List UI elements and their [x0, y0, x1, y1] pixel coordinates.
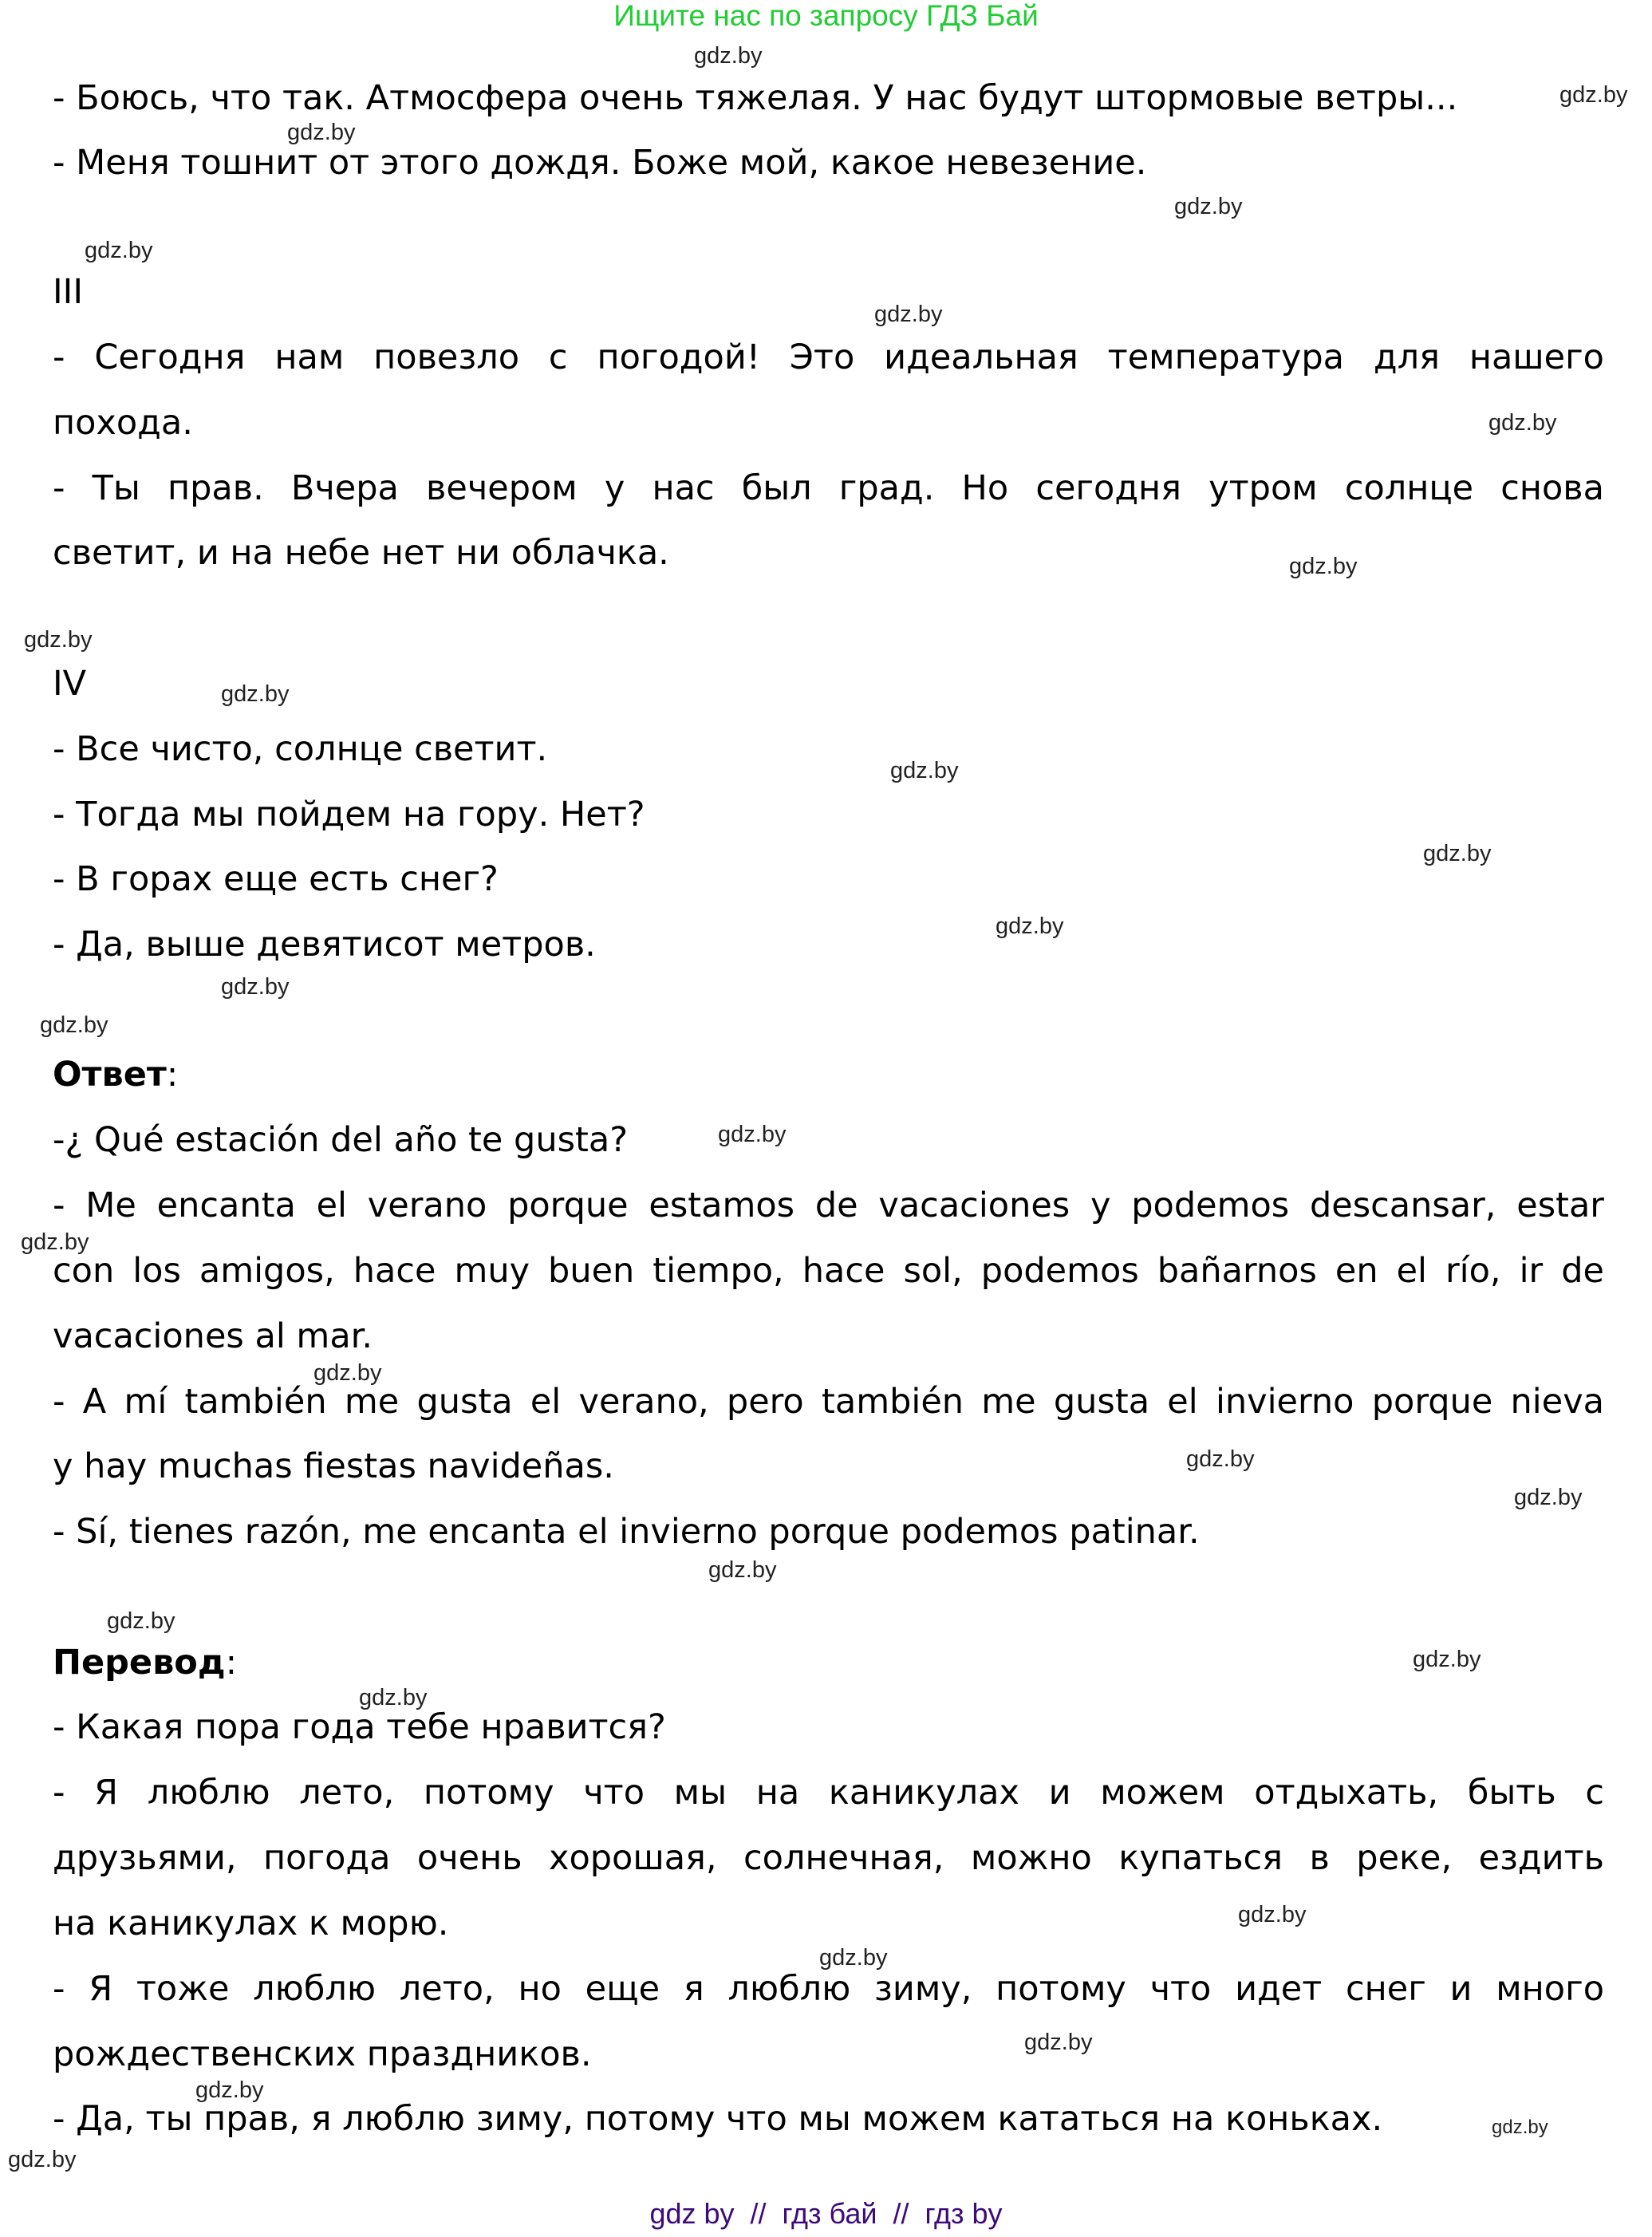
text-line: - Все чисто, солнце светит. — [53, 729, 548, 769]
watermark: gdz.by — [359, 1685, 428, 1710]
text-line: - Да, ты прав, я люблю зиму, потому что мы можем кататься на коньках. — [53, 2099, 1383, 2139]
text-line: на каникулах к морю. — [53, 1904, 449, 1943]
answer-heading-label: Ответ — [53, 1055, 167, 1095]
watermark: gdz.by — [819, 1945, 888, 1971]
watermark: gdz.by — [718, 1122, 787, 1147]
section-numeral: IV — [53, 664, 87, 704]
text-line: светит, и на небе нет ни облачка. — [53, 533, 669, 573]
text-line: - Sí, tienes razón, me encanta el invierno porque podemos patinar. — [53, 1512, 1200, 1552]
text-line: - Me encanta el verano porque estamos de vacaciones y podemos descansar, estar — [53, 1186, 1604, 1225]
watermark: gdz.by — [1174, 194, 1243, 219]
watermark: gdz.by — [1488, 410, 1557, 436]
watermark: gdz.by — [694, 43, 763, 69]
footer-links[interactable]: gdz by // гдз бай // гдз by — [649, 2197, 1003, 2230]
translation-heading-label: Перевод — [53, 1643, 226, 1683]
text-line: -¿ Qué estación del año te gusta? — [53, 1120, 629, 1160]
watermark: gdz.by — [1423, 841, 1492, 866]
watermark: gdz.by — [287, 120, 356, 145]
text-line: - В горах еще есть снег? — [53, 859, 499, 899]
text-line: vacaciones al mar. — [53, 1316, 373, 1356]
watermark: gdz.by — [221, 681, 290, 707]
watermark: gdz.by — [890, 758, 959, 783]
watermark: gdz.by — [1559, 82, 1628, 108]
section-numeral: III — [53, 272, 84, 312]
watermark: gdz.by — [1238, 1902, 1307, 1927]
text-line: - Ты прав. Вчера вечером у нас был град. Но сегодня утром солнце снова — [53, 468, 1604, 508]
watermark: gdz.by — [1514, 1485, 1583, 1510]
watermark: gdz.by — [85, 238, 153, 263]
text-line: - Боюсь, что так. Атмосфера очень тяжелая. У нас будут штормовые ветры... — [53, 78, 1458, 118]
answer-heading — [53, 1051, 1604, 1099]
watermark: gdz.by — [221, 974, 290, 1000]
watermark: gdz.by — [1024, 2030, 1093, 2055]
text-line: друзьями, погода очень хорошая, солнечная, можно купаться в реке, ездить — [53, 1838, 1604, 1878]
watermark: gdz.by — [1289, 554, 1358, 579]
heading-colon: : — [166, 1055, 179, 1095]
watermark: gdz.by — [24, 627, 93, 653]
text-line: - Меня тошнит от этого дождя. Боже мой, какое невезение. — [53, 143, 1147, 183]
watermark: gdz.by — [1186, 1446, 1255, 1472]
text-line: - Да, выше девятисот метров. — [53, 925, 596, 965]
watermark: gdz.by — [8, 2147, 77, 2172]
watermark: gdz.by — [40, 1012, 108, 1038]
watermark: gdz.by — [1413, 1647, 1481, 1672]
search-banner: Ищите нас по запросу ГДЗ Бай — [613, 0, 1039, 32]
text-line: - Я люблю лето, потому что мы на каникулах и можем отдыхать, быть с — [53, 1773, 1604, 1813]
watermark: gdz.by — [107, 1608, 175, 1634]
heading-colon: : — [225, 1643, 238, 1683]
watermark: gdz.by — [708, 1557, 777, 1583]
text-line: y hay muchas fiestas navideñas. — [53, 1446, 614, 1486]
watermark: gdz.by — [874, 302, 943, 327]
translation-heading — [53, 1639, 1604, 1687]
watermark: gdz.by — [195, 2077, 264, 2103]
text-line: - Тогда мы пойдем на гору. Нет? — [53, 795, 645, 834]
watermark: gdz.by — [313, 1360, 382, 1386]
text-line: рождественских праздников. — [53, 2034, 592, 2074]
text-line: - A mí también me gusta el verano, pero también me gusta el invierno porque nieva — [53, 1382, 1604, 1422]
text-line: con los amigos, hace muy buen tiempo, hace sol, podemos bañarnos en el río, ir de — [53, 1251, 1604, 1291]
watermark: gdz.by — [996, 913, 1064, 939]
watermark: gdz.by — [21, 1229, 89, 1255]
text-line: похода. — [53, 403, 193, 443]
watermark: gdz.by — [1492, 2117, 1548, 2138]
text-line: - Сегодня нам повезло с погодой! Это идеальная температура для нашего — [53, 337, 1604, 377]
text-line: - Я тоже люблю лето, но еще я люблю зиму, потому что идет снег и много — [53, 1969, 1604, 2009]
text-line: - Какая пора года тебе нравится? — [53, 1707, 666, 1747]
